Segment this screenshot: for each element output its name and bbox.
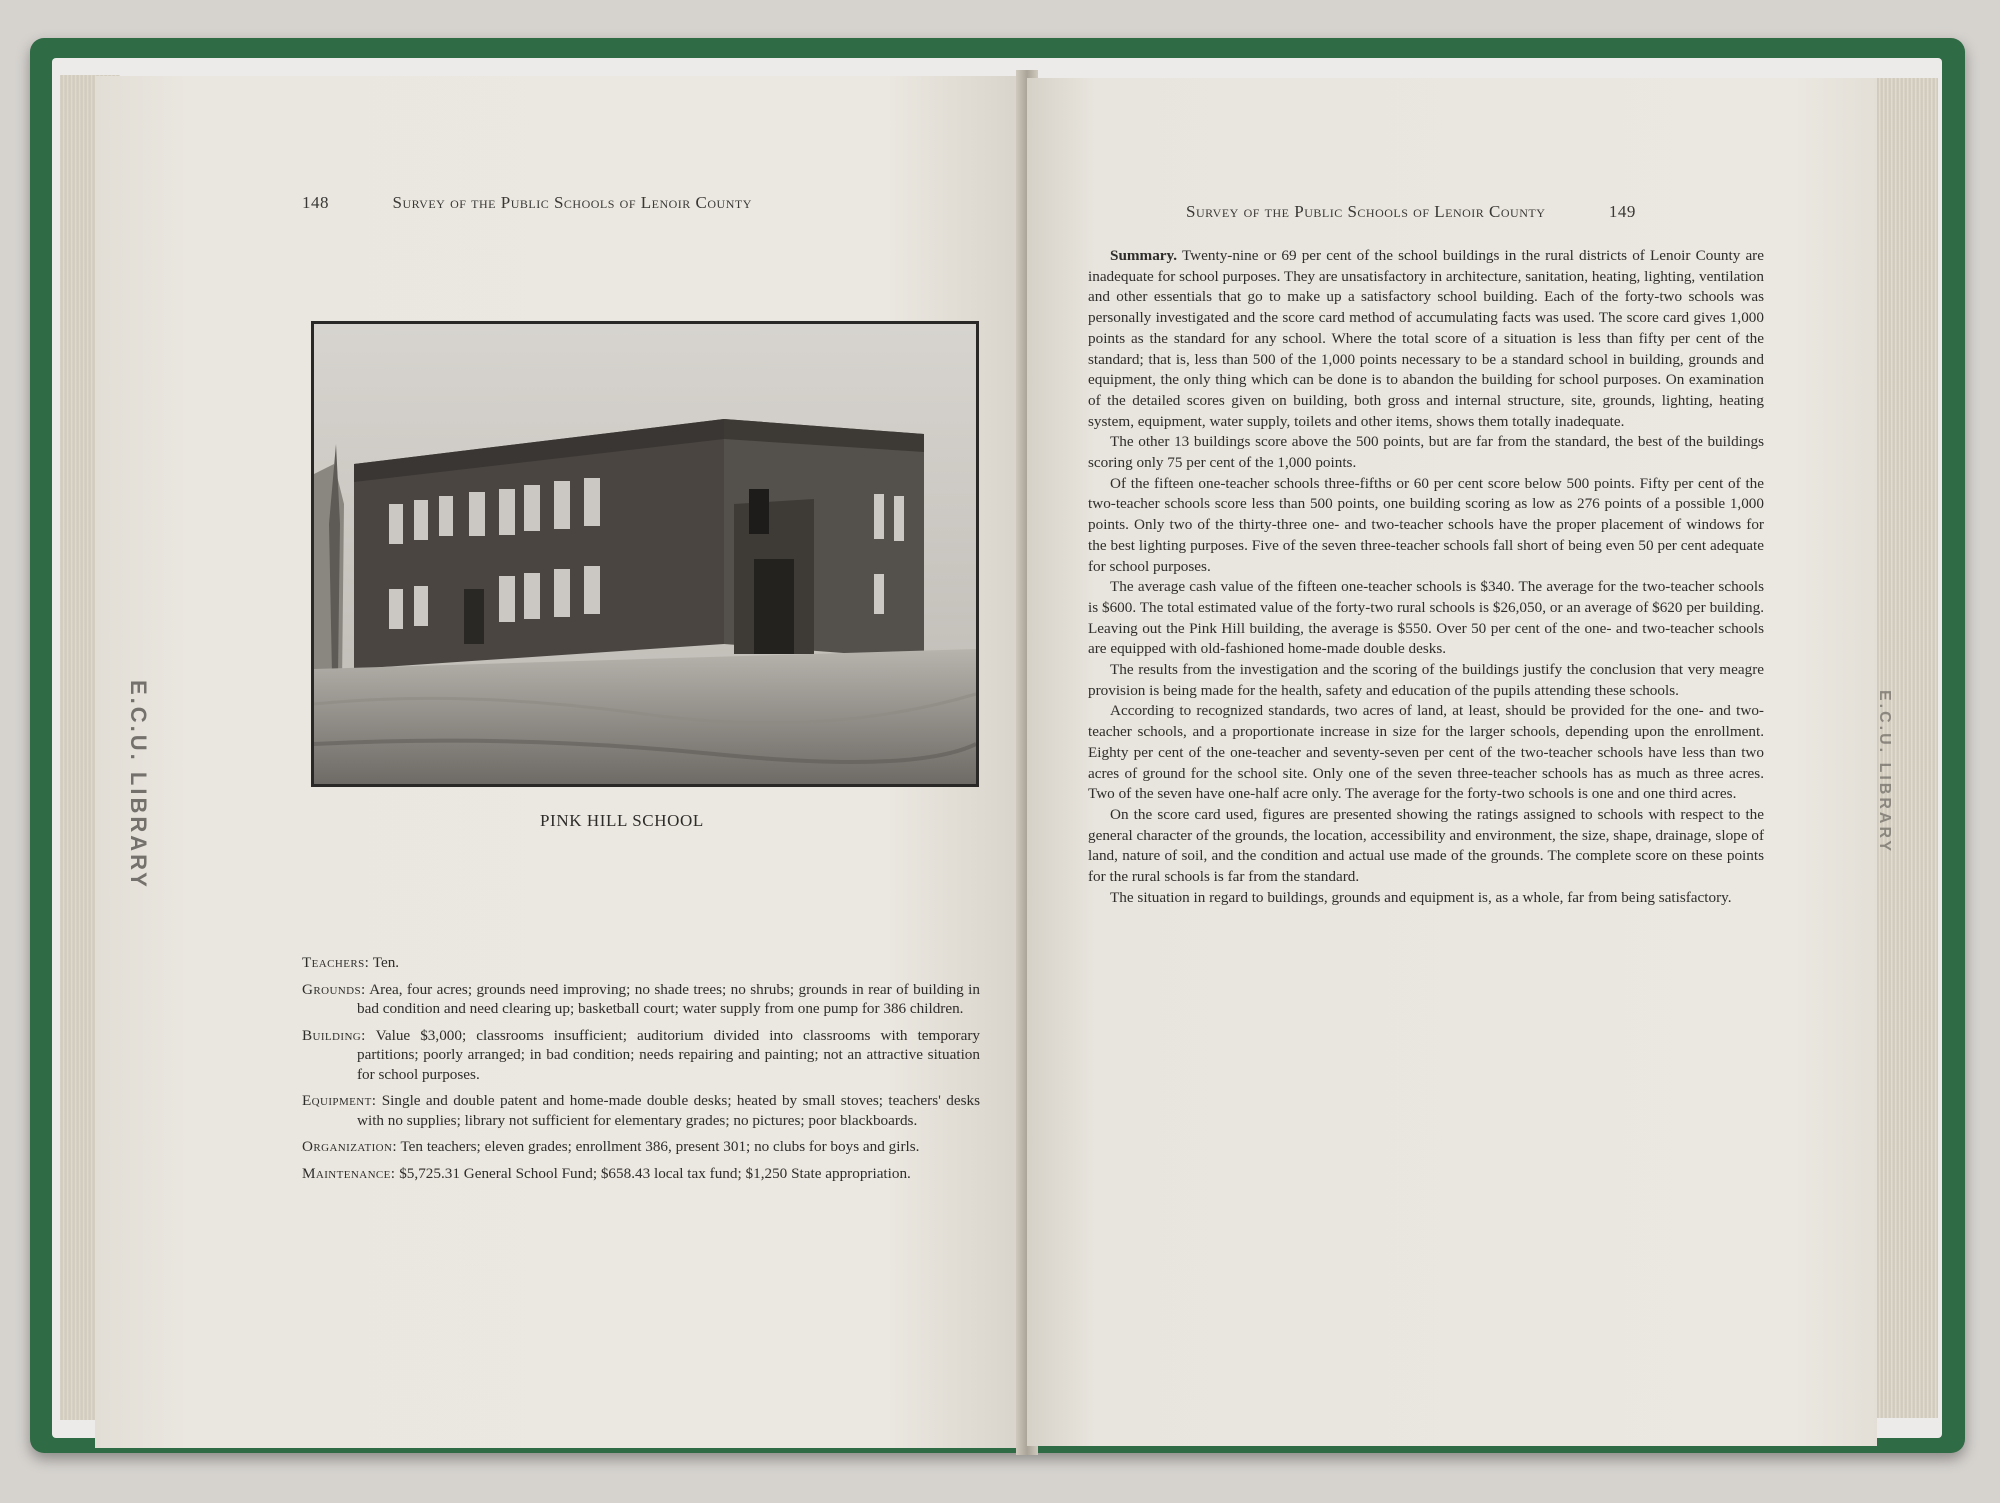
entry-term: Maintenance: xyxy=(302,1164,396,1182)
paragraph: Of the fifteen one-teacher schools three-fifths or 60 per cent score below 500 points. Fifty per cent of the two-teacher schools score less than 500 points, one building scoring as low as 276 points of a possible 1,000 points. Only two of the thirty-three one- and two-teacher schools have the proper placement of windows for the best lighting purposes. Five of the seven three-teacher schools fall short of being even 50 per cent adequate for school purposes. xyxy=(1088,474,1764,575)
paragraph: On the score card used, figures are presented showing the ratings assigned to schools with respect to the general character of the grounds, the location, accessibility and environment, the size, shape, drainage, slope of land, nature of soil, and the condition and actual use made of the grounds. The complete score on these points for the rural schools is far from the standard. xyxy=(1088,805,1764,886)
entry-text: $5,725.31 General School Fund; $658.43 local tax fund; $1,250 State appropriation. xyxy=(399,1164,911,1182)
entry-teachers xyxy=(302,953,980,973)
left-page-number: 148 xyxy=(302,193,329,212)
entry-text: Ten teachers; eleven grades; enrollment 386, present 301; no clubs for boys and girls. xyxy=(400,1138,920,1155)
entry-term: Equipment: xyxy=(302,1092,377,1109)
entry-text: Area, four acres; grounds need improving; no shade trees; no shrubs; grounds in rear of building in bad condition and need clearing up; basketball court; water supply from one pump for 386 children. xyxy=(357,980,980,1017)
summary-lead: Summary. xyxy=(1110,247,1178,264)
entry-building xyxy=(302,1026,980,1085)
entry-text: Value $3,000; classrooms insufficient; auditorium divided into classrooms with temporary partitions; poorly arranged; in bad condition; needs repairing and painting; not an attractive situation for school purposes. xyxy=(357,1026,980,1083)
entry-text: Ten. xyxy=(372,954,400,971)
entry-equipment xyxy=(302,1091,980,1130)
paragraph: The other 13 buildings score above the 500 points, but are far from the standard, the best of the buildings scoring only 75 per cent of the 1,000 points. xyxy=(1088,433,1764,472)
paragraph xyxy=(1088,246,1764,432)
right-page-number: 149 xyxy=(1608,202,1636,221)
paragraph: The situation in regard to buildings, grounds and equipment is, as a whole, far from being satisfactory. xyxy=(1110,888,1732,906)
left-running-head xyxy=(302,193,752,213)
entry-organization xyxy=(302,1137,980,1157)
library-stamp-left: E.C.U. LIBRARY xyxy=(126,680,151,890)
entry-maintenance xyxy=(302,1164,980,1184)
summary-text xyxy=(1088,246,1764,909)
entry-term: Organization: xyxy=(302,1138,397,1155)
right-running-title: Survey of the Public Schools of Lenoir County xyxy=(1186,202,1546,221)
paragraph: According to recognized standards, two acres of land, at least, should be provided for the one- and two-teacher schools, and a proportionate increase in size for the larger schools, depending upon the enrollment. Eighty per cent of the one-teacher and seventy-seven per cent of the two-teacher schools have less than two acres of ground for the school site. Only one of the seven three-teacher schools has as much as three acres. Two of the seven have one-half acre only. The average for the forty-two schools is one and one third acres. xyxy=(1088,702,1764,803)
paragraph: The average cash value of the fifteen one-teacher schools is $340. The average for the two-teacher schools is $600. The total estimated value of the forty-two rural schools is $26,050, or an average of $620 per building. Leaving out the Pink Hill building, the average is $550. Over 50 per cent of the one- and two-teacher schools are equipped with old-fashioned home-made double desks. xyxy=(1088,578,1764,658)
paragraph-text: Twenty-nine or 69 per cent of the school buildings in the rural districts of Lenoir County are inadequate for school purposes. They are unsatisfactory in architecture, sanitation, heating, lighting, ventilation and other essentials that go to make up a satisfactory school building. Each of the forty-two schools was personally investigated and the score card method of accumulating facts was used. The score card gives 1,000 points as the standard for any school. Where the total score of a situation is less than fifty per cent of the standard; that is, less than 500 of the 1,000 points necessary to be a standard school in building, grounds and equipment, the only thing which can be done is to abandon the building for school purposes. On examination of the detailed scores given on building, both gross and internal structure, site, grounds, lighting, heating system, equipment, water supply, toilets and other items, shows them totally inadequate. xyxy=(1088,247,1764,430)
school-entries xyxy=(302,953,980,1190)
entry-grounds xyxy=(302,980,980,1019)
entry-term: Grounds: xyxy=(302,980,366,998)
paragraph: The results from the investigation and the scoring of the buildings justify the conclusion that very meagre provision is being made for the health, safety and education of the pupils attending these schools. xyxy=(1088,661,1764,699)
photo-caption: PINK HILL SCHOOL xyxy=(540,811,704,830)
school-photo xyxy=(311,321,979,787)
right-running-head xyxy=(1186,202,1636,222)
entry-term: Teachers: xyxy=(302,954,370,971)
entry-text: Single and double patent and home-made double desks; heated by small stoves; teachers' desks with no supplies; library not sufficient for elementary grades; no pictures; poor blackboards. xyxy=(357,1092,981,1129)
left-running-title: Survey of the Public Schools of Lenoir County xyxy=(392,193,752,212)
entry-term: Building: xyxy=(302,1026,366,1044)
pink-hill-school-image xyxy=(314,324,976,784)
library-stamp-right: E.C.U. LIBRARY xyxy=(1876,690,1893,855)
